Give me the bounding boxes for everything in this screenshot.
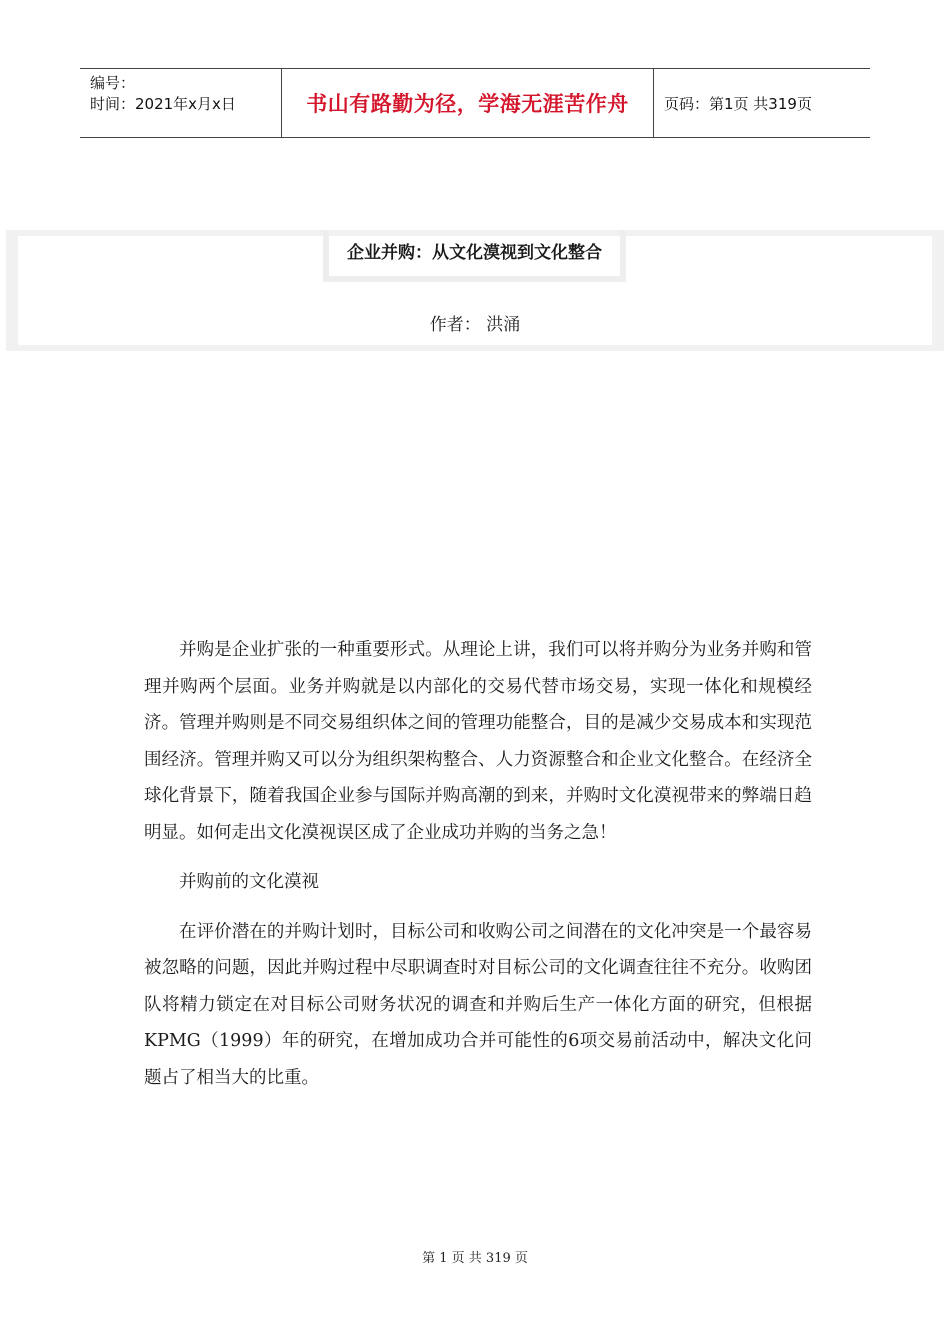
time-label: 时间：2021年x月x日 [90, 95, 236, 113]
header-page-info: 页码：第1页 共319页 [664, 94, 812, 113]
paragraph-pre-merger: 在评价潜在的并购计划时，目标公司和收购公司之间潜在的文化冲突是一个最容易被忽略的问题，因此并购过程中尽职调查时对目标公司的文化调查往往不充分。收购团队将精力锁定在对目标公司财务状况的调查和并购后生产一体化方面的研究，但根据KPMG（1999）年的研究，在增加成功合并可能性的6项交易前活动中，解决文化问题占了相当大的比重。 [144, 921, 812, 1088]
article-title: 企业并购：从文化漠视到文化整合 [323, 230, 626, 282]
article-body [144, 632, 812, 1096]
number-label: 编号： [90, 74, 136, 92]
header-table [80, 68, 870, 138]
paragraph-intro: 并购是企业扩张的一种重要形式。从理论上讲，我们可以将并购分为业务并购和管理并购两个层面。业务并购就是以内部化的交易代替市场交易，实现一体化和规模经济。管理并购则是不同交易组织体之间的管理功能整合，目的是减少交易成本和实现范围经济。管理并购又可以分为组织架构整合、人力资源整合和企业文化整合。在经济全球化背景下，随着我国企业参与国际并购高潮的到来，并购时文化漠视带来的弊端日趋明显。如何走出文化漠视误区成了企业成功并购的当务之急！ [144, 640, 812, 843]
page-footer: 第 1 页 共 319 页 [422, 1251, 528, 1266]
header-motto: 书山有路勤为径，学海无涯苦作舟 [281, 69, 654, 137]
article-author: 作者： 洪涌 [429, 315, 521, 335]
section-heading: 并购前的文化漠视 [179, 872, 319, 892]
header-meta [80, 69, 281, 137]
